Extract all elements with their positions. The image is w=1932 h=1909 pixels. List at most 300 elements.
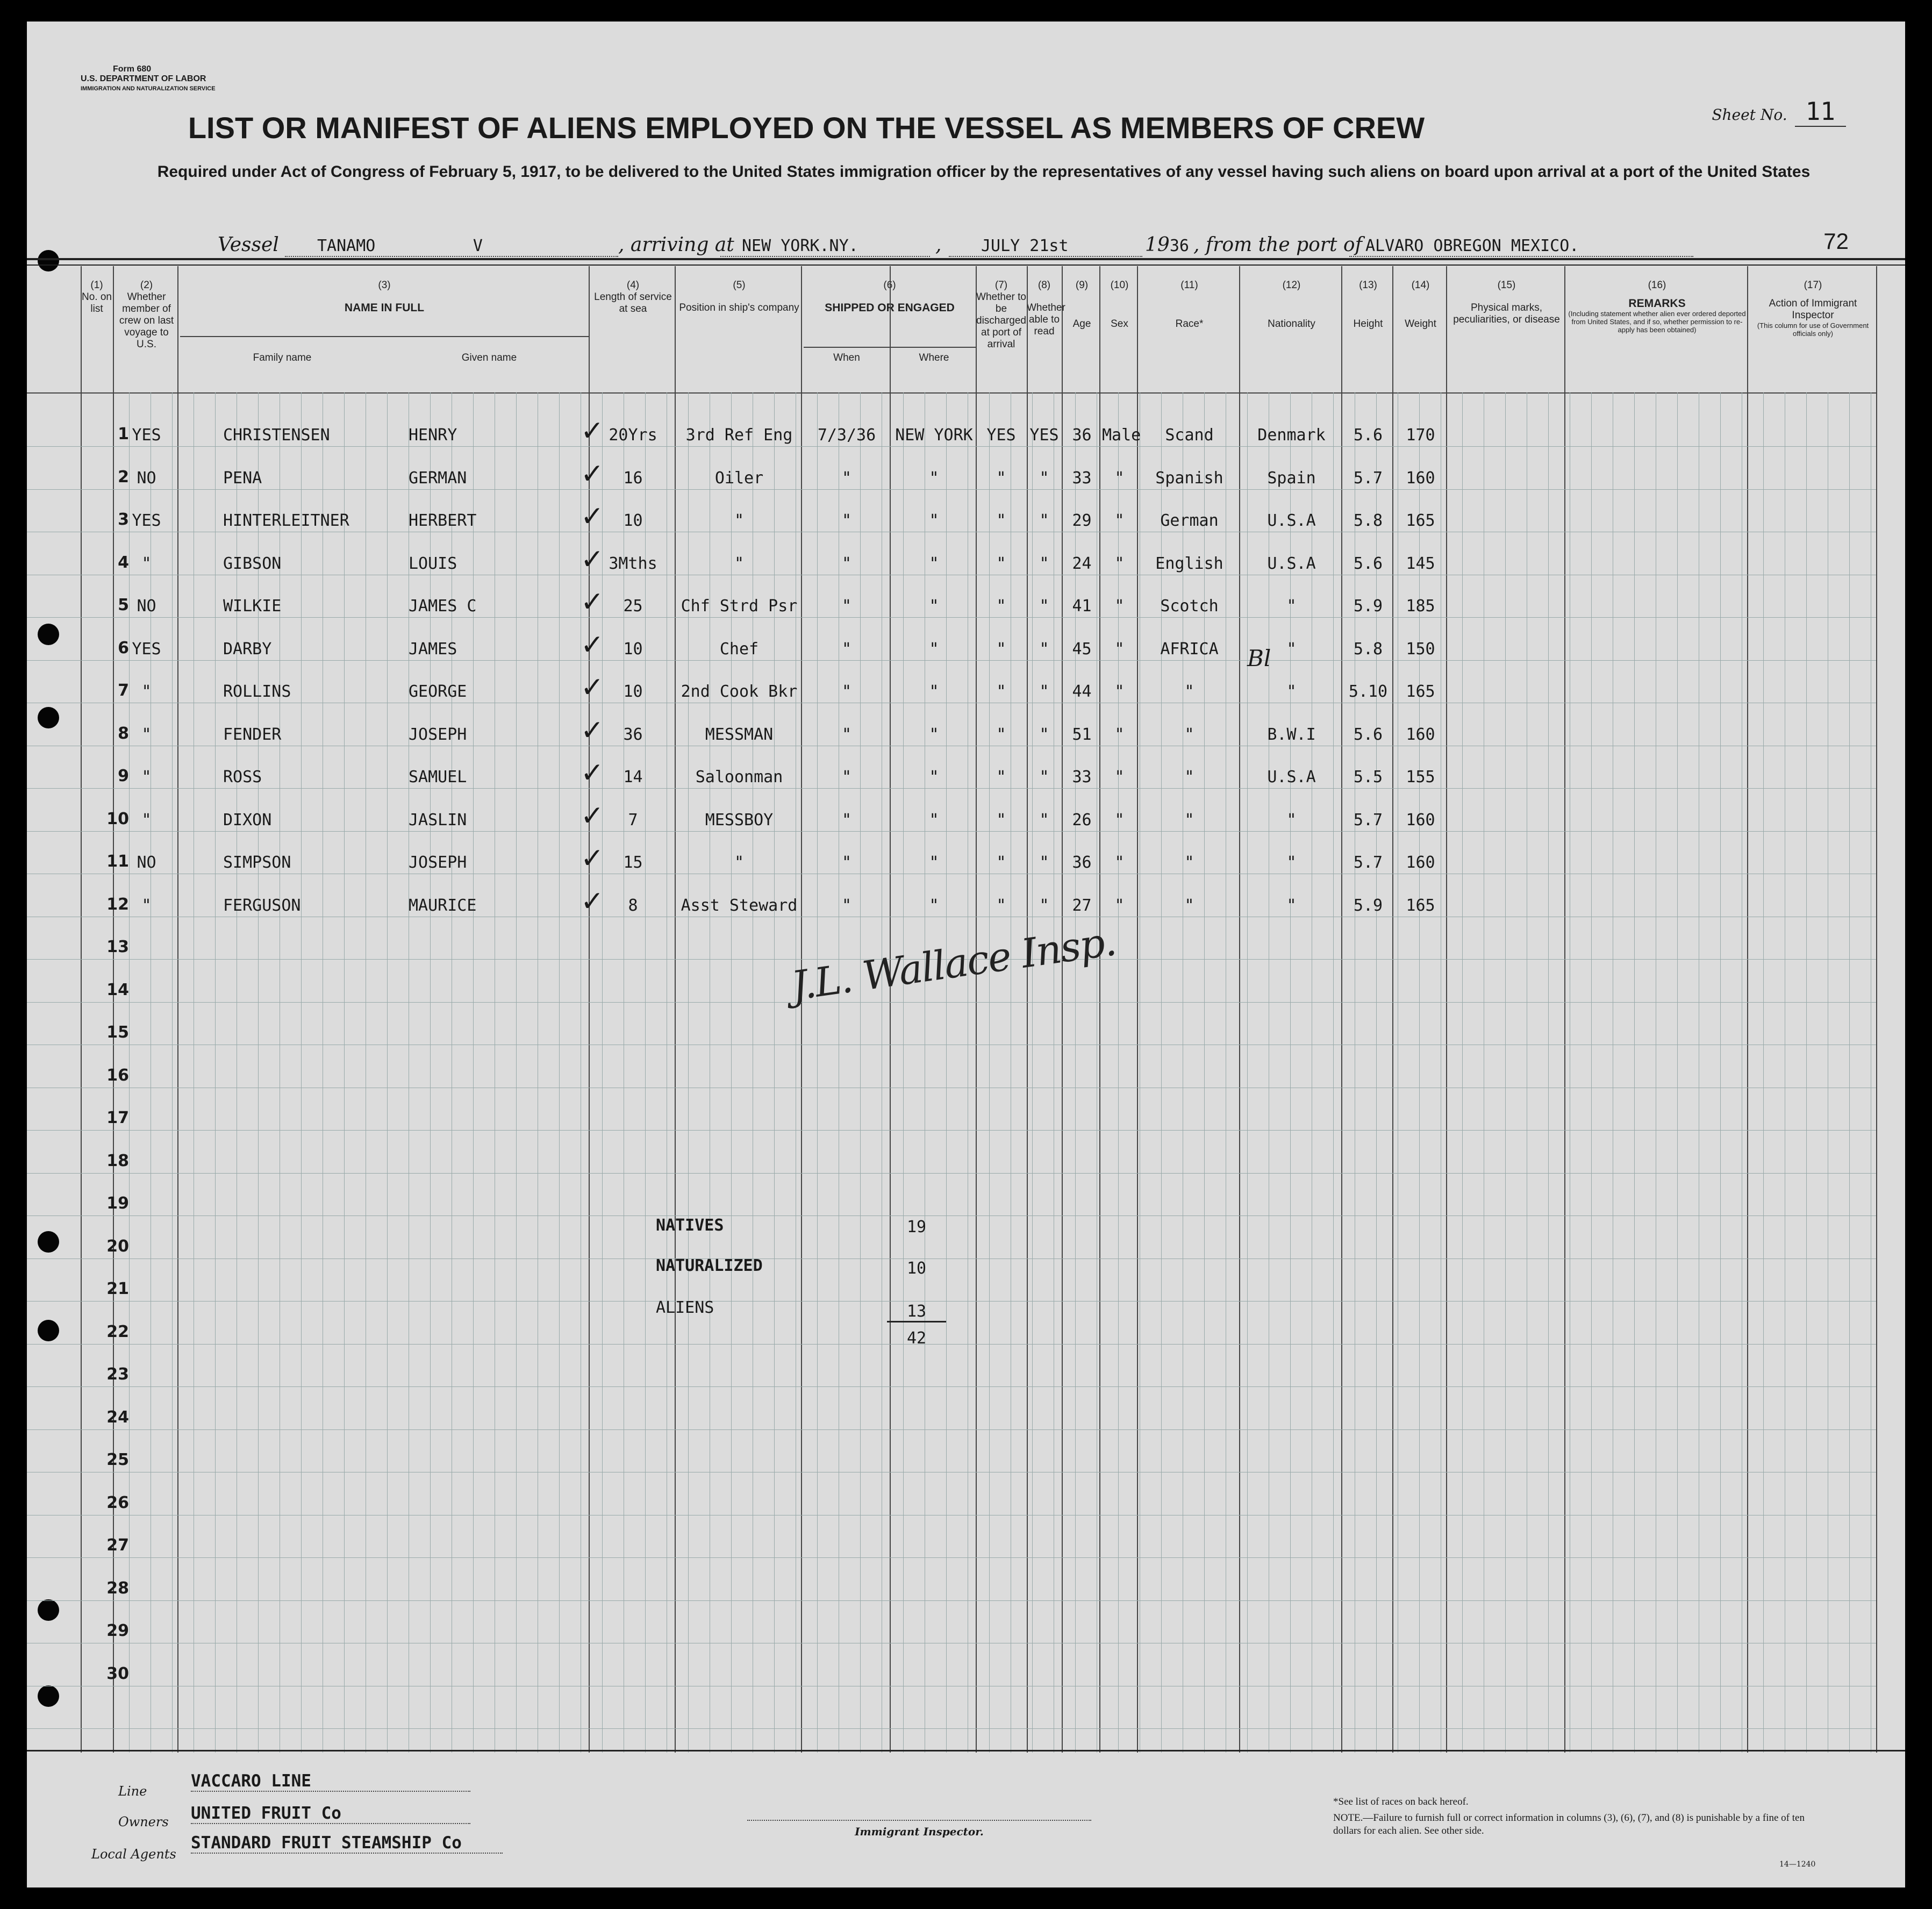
page-count: 72 [1823, 228, 1849, 254]
fine-rule [1720, 392, 1721, 1753]
cell-weight: 160 [1406, 853, 1435, 872]
races-note: *See list of races on back hereof. [1333, 1796, 1469, 1807]
cell-discharge: " [996, 639, 1006, 659]
cell-weight: 185 [1406, 597, 1435, 616]
col-header-13: (13) Height [1353, 280, 1383, 330]
cell-position: Asst Steward [681, 896, 798, 915]
cell-nationality: " [1286, 896, 1297, 915]
cell-race: " [1184, 810, 1194, 830]
cell-when: " [841, 597, 852, 616]
cell-weight: 155 [1406, 768, 1435, 787]
arrival-year [1145, 234, 1189, 256]
cell-nationality: Denmark [1257, 426, 1326, 445]
col-header-8: (8) Whether able to read [1027, 280, 1065, 337]
local-agents-label: Local Agents [91, 1847, 176, 1862]
owners-label: Owners [118, 1814, 169, 1829]
cell-sex: " [1114, 896, 1125, 915]
cell-given: GERMAN [409, 468, 467, 488]
natives-label: NATIVES [656, 1216, 724, 1235]
cell-when: " [841, 554, 852, 573]
cell-read: " [1039, 511, 1049, 530]
cell-where: " [929, 725, 939, 744]
cell-discharge: " [996, 725, 1006, 744]
line-number: 10 [106, 809, 129, 828]
cell-discharge: " [996, 810, 1006, 830]
cell-given: JOSEPH [409, 853, 467, 872]
cell-family: GIBSON [223, 554, 282, 573]
col-header-15: (15) Physical marks, peculiarities, or disease [1453, 280, 1560, 325]
fine-rule [1462, 392, 1463, 1753]
manifest-page [27, 22, 1905, 1887]
sheet-value: 11 [1795, 97, 1846, 127]
cell-where: NEW YORK [895, 426, 973, 445]
punch-hole [38, 707, 59, 728]
cell-race: Scand [1165, 426, 1214, 445]
cell-race: Spanish [1155, 468, 1223, 488]
cell-when: " [841, 511, 852, 530]
cell-where: " [929, 682, 939, 701]
immigrant-inspector-label: Immigrant Inspector. [855, 1825, 984, 1838]
from-port-field [1349, 234, 1693, 257]
cell-position: MESSMAN [705, 725, 774, 744]
cell-position: Saloonman [695, 768, 783, 787]
line-number: 26 [106, 1493, 129, 1512]
line-number: 16 [106, 1066, 129, 1085]
fine-rule [1763, 392, 1764, 1753]
cell-height: 5.8 [1353, 639, 1383, 659]
col-header-when: When [833, 352, 860, 363]
punch-hole [38, 250, 59, 271]
line-number: 29 [106, 1621, 129, 1640]
row-rule [27, 617, 1876, 618]
punch-hole [38, 1231, 59, 1253]
cell-height: 5.7 [1353, 810, 1383, 830]
line-number: 7 [118, 681, 129, 700]
arrival-port: NEW YORK.NY. [742, 237, 858, 255]
cell-prev: NO [137, 597, 156, 616]
cell-sex: " [1114, 725, 1125, 744]
cell-position: Chef [719, 639, 759, 659]
col-header-1: (1) No. on list [82, 280, 112, 314]
form-identification [81, 65, 216, 94]
cell-where: " [929, 597, 939, 616]
aliens-label: ALIENS [656, 1298, 714, 1317]
cell-prev: " [141, 682, 152, 701]
cell-discharge: YES [986, 426, 1016, 445]
total-count: 42 [906, 1329, 927, 1348]
fine-rule [1548, 392, 1549, 1753]
cell-height: 5.9 [1353, 896, 1383, 915]
cell-family: FENDER [223, 725, 282, 744]
row-rule [27, 1002, 1876, 1003]
cell-age: 36 [1072, 853, 1092, 872]
column-rule [1876, 266, 1877, 1753]
cell-race: German [1160, 511, 1219, 530]
cell-position: 3rd Ref Eng [685, 426, 793, 445]
cell-weight: 160 [1406, 468, 1435, 488]
header-divider [27, 392, 1876, 394]
row-rule [27, 1728, 1876, 1729]
cell-weight: 145 [1406, 554, 1435, 573]
col-header-family-name: Family name [253, 352, 312, 363]
line-number: 27 [106, 1536, 129, 1555]
cell-nationality: " [1286, 810, 1297, 830]
cell-prev: YES [132, 511, 161, 530]
cell-family: PENA [223, 468, 262, 488]
cell-read: " [1039, 468, 1049, 488]
cell-when: " [841, 682, 852, 701]
cell-weight: 165 [1406, 682, 1435, 701]
cell-race: AFRICA [1160, 639, 1219, 659]
naturalized-label: NATURALIZED [656, 1256, 763, 1275]
line-number: 18 [106, 1151, 129, 1170]
form-code: 14—1240 [1779, 1860, 1816, 1869]
cell-family: WILKIE [223, 597, 282, 616]
cell-read: " [1039, 639, 1049, 659]
header-divider [180, 336, 589, 337]
check-mark: ✓ [581, 885, 604, 918]
cell-sex: Male [1102, 426, 1141, 445]
cell-race: " [1184, 896, 1194, 915]
vessel-label: Vessel [218, 234, 279, 256]
cell-given: JAMES C [409, 597, 477, 616]
cell-nationality: " [1286, 682, 1297, 701]
cell-nationality: U.S.A [1267, 554, 1316, 573]
line-number: 5 [118, 596, 129, 614]
check-mark: ✓ [581, 543, 604, 576]
cell-race: " [1184, 853, 1194, 872]
check-mark: ✓ [581, 415, 604, 447]
cell-prev: " [141, 554, 152, 573]
cell-when: 7/3/36 [817, 426, 876, 445]
line-value: VACCARO LINE [191, 1771, 470, 1792]
cell-age: 44 [1072, 682, 1092, 701]
cell-position: " [734, 554, 745, 573]
cell-age: 45 [1072, 639, 1092, 659]
cell-sex: " [1114, 682, 1125, 701]
cell-when: " [841, 853, 852, 872]
cell-prev: NO [137, 853, 156, 872]
cell-given: JASLIN [409, 810, 467, 830]
line-number: 12 [106, 895, 129, 914]
cell-prev: YES [132, 426, 161, 445]
cell-family: DARBY [223, 639, 272, 659]
department-name: U.S. DEPARTMENT OF LABOR [81, 74, 206, 83]
line-number: 30 [106, 1664, 129, 1683]
check-mark: ✓ [581, 457, 604, 490]
cell-nationality: B.W.I [1267, 725, 1316, 744]
cell-height: 5.8 [1353, 511, 1383, 530]
cell-prev: NO [137, 468, 156, 488]
vessel-name: TANAMO [317, 237, 376, 255]
cell-prev: " [141, 725, 152, 744]
row-rule [27, 788, 1876, 789]
cell-given: HENRY [409, 426, 457, 445]
cell-position: " [734, 853, 745, 872]
cell-prev: " [141, 896, 152, 915]
line-number: 28 [106, 1578, 129, 1598]
cell-age: 41 [1072, 597, 1092, 616]
cell-age: 24 [1072, 554, 1092, 573]
line-number: 17 [106, 1109, 129, 1127]
line-number: 21 [106, 1279, 129, 1298]
cell-weight: 165 [1406, 511, 1435, 530]
cell-weight: 165 [1406, 896, 1435, 915]
fine-rule [1505, 392, 1506, 1753]
line-number: 6 [118, 638, 129, 657]
footer-rule [27, 1750, 1905, 1751]
line-number: 13 [106, 938, 129, 956]
cell-nationality: U.S.A [1267, 511, 1316, 530]
col-header-where: Where [919, 352, 949, 363]
cell-sex: " [1114, 468, 1125, 488]
cell-read: " [1039, 896, 1049, 915]
row-rule [27, 446, 1876, 447]
check-mark: ✓ [581, 501, 604, 533]
cell-age: 29 [1072, 511, 1092, 530]
fine-rule [1849, 392, 1850, 1753]
owners-value: UNITED FRUIT Co [191, 1804, 470, 1824]
comma: , [935, 234, 942, 256]
cell-height: 5.7 [1353, 468, 1383, 488]
row-rule [27, 1386, 1876, 1387]
arrival-date: JULY 21st [981, 237, 1069, 255]
col-header-5: (5) Position in ship's company [679, 280, 799, 313]
col-header-6: (6) SHIPPED OR ENGAGED [825, 280, 955, 314]
col-header-11: (11) Race* [1175, 280, 1204, 330]
cell-read: " [1039, 682, 1049, 701]
cell-where: " [929, 810, 939, 830]
line-number: 25 [106, 1450, 129, 1469]
line-number: 11 [106, 852, 129, 871]
col-header-2: (2) Whether member of crew on last voyage to U.S. [119, 280, 174, 350]
cell-sex: " [1114, 639, 1125, 659]
fine-rule [1677, 392, 1678, 1753]
cell-discharge: " [996, 682, 1006, 701]
line-number: 8 [118, 724, 129, 743]
punch-hole [38, 1599, 59, 1621]
col-header-4: (4) Length of service at sea [594, 280, 672, 314]
line-number: 2 [118, 467, 129, 487]
cell-where: " [929, 853, 939, 872]
row-rule [27, 1600, 1876, 1601]
local-agents-value: STANDARD FRUIT STEAMSHIP Co [191, 1833, 503, 1854]
cell-height: 5.9 [1353, 597, 1383, 616]
cell-position: MESSBOY [705, 810, 774, 830]
header-rule [27, 258, 1905, 260]
cell-discharge: " [996, 511, 1006, 530]
row-rule [27, 1557, 1876, 1558]
cell-given: JOSEPH [409, 725, 467, 744]
check-mark: ✓ [581, 757, 604, 789]
cell-read: " [1039, 810, 1049, 830]
form-number: Form 680 [113, 65, 152, 74]
col-header-3: (3) NAME IN FULL [344, 280, 425, 314]
line-number: 4 [118, 553, 129, 572]
cell-sex: " [1114, 511, 1125, 530]
cell-nationality: Spain [1267, 468, 1316, 488]
punch-hole [38, 1320, 59, 1341]
cell-family: ROSS [223, 768, 262, 787]
line-number: 1 [118, 425, 129, 444]
header-rule [27, 264, 1905, 266]
row-rule [27, 1173, 1876, 1174]
cell-height: 5.6 [1353, 554, 1383, 573]
cell-read: " [1039, 725, 1049, 744]
col-header-9: (9) Age [1072, 280, 1091, 330]
line-number: 3 [118, 510, 129, 529]
arriving-label: , arriving at [618, 234, 734, 256]
fine-rule [1806, 392, 1807, 1753]
line-number: 24 [106, 1407, 129, 1427]
cell-nationality: U.S.A [1267, 768, 1316, 787]
cell-where: " [929, 896, 939, 915]
check-mark: ✓ [581, 799, 604, 832]
cell-family: CHRISTENSEN [223, 426, 330, 445]
cell-service: 14 [623, 768, 643, 787]
cell-prev: YES [132, 639, 161, 659]
cell-where: " [929, 639, 939, 659]
cell-read: " [1039, 853, 1049, 872]
cell-when: " [841, 639, 852, 659]
year-prefix: 19 [1145, 234, 1170, 256]
vessel-field [285, 234, 618, 257]
cell-nationality: " [1286, 853, 1297, 872]
row-rule [27, 1344, 1876, 1345]
naturalized-count: 10 [906, 1259, 927, 1278]
cell-read: YES [1029, 426, 1059, 445]
cell-where: " [929, 768, 939, 787]
cell-prev: " [141, 768, 152, 787]
fine-rule [1591, 392, 1592, 1753]
fine-rule [1634, 392, 1635, 1753]
fine-rule [215, 392, 216, 1753]
cell-age: 33 [1072, 468, 1092, 488]
race-annotation: Bl [1247, 645, 1271, 671]
line-number: 14 [106, 980, 129, 999]
cell-race: " [1184, 682, 1194, 701]
cell-service: 20Yrs [609, 426, 657, 445]
line-number: 20 [106, 1236, 129, 1256]
cell-read: " [1039, 768, 1049, 787]
line-number: 22 [106, 1322, 129, 1341]
cell-height: 5.6 [1353, 426, 1383, 445]
cell-family: FERGUSON [223, 896, 301, 915]
cell-family: SIMPSON [223, 853, 291, 872]
cell-race: " [1184, 768, 1194, 787]
cell-discharge: " [996, 853, 1006, 872]
punch-hole [38, 1685, 59, 1707]
inspector-signature-line [747, 1820, 1091, 1821]
cell-sex: " [1114, 554, 1125, 573]
col-header-10: (10) Sex [1110, 280, 1129, 330]
cell-discharge: " [996, 896, 1006, 915]
cell-service: 16 [623, 468, 643, 488]
row-rule [27, 660, 1876, 661]
cell-when: " [841, 725, 852, 744]
cell-when: " [841, 768, 852, 787]
line-number: 9 [118, 767, 129, 785]
cell-service: 8 [628, 896, 638, 915]
col-header-17: (17) Action of Immigrant Inspector (This column for use of Government officials only) [1757, 280, 1869, 338]
cell-family: DIXON [223, 810, 272, 830]
check-mark: ✓ [581, 714, 604, 747]
natives-count: 19 [906, 1218, 927, 1236]
cell-service: 15 [623, 853, 643, 872]
cell-weight: 160 [1406, 810, 1435, 830]
cell-position: 2nd Cook Bkr [681, 682, 798, 701]
cell-nationality: " [1286, 639, 1297, 659]
cell-weight: 160 [1406, 725, 1435, 744]
col-header-14: (14) Weight [1405, 280, 1436, 330]
cell-age: 36 [1072, 426, 1092, 445]
cell-where: " [929, 554, 939, 573]
cell-position: " [734, 511, 745, 530]
cell-height: 5.10 [1348, 682, 1388, 701]
check-mark: ✓ [581, 628, 604, 661]
aliens-count: 13 [887, 1302, 946, 1322]
fine-rule [387, 392, 388, 1753]
cell-family: ROLLINS [223, 682, 291, 701]
from-port-label: , from the port of [1193, 234, 1362, 256]
cell-race: English [1155, 554, 1223, 573]
cell-discharge: " [996, 768, 1006, 787]
cell-age: 33 [1072, 768, 1092, 787]
cell-discharge: " [996, 554, 1006, 573]
cell-read: " [1039, 554, 1049, 573]
arrival-port-field [720, 234, 930, 257]
punch-hole [38, 624, 59, 645]
cell-family: HINTERLEITNER [223, 511, 349, 530]
cell-given: SAMUEL [409, 768, 467, 787]
cell-age: 27 [1072, 896, 1092, 915]
cell-when: " [841, 896, 852, 915]
cell-given: MAURICE [409, 896, 477, 915]
col-header-7: (7) Whether to be discharged at port of arrival [976, 280, 1026, 350]
cell-race: Scotch [1160, 597, 1219, 616]
document-title: LIST OR MANIFEST OF ALIENS EMPLOYED ON THE VESSEL AS MEMBERS OF CREW [188, 111, 1425, 145]
cell-age: 26 [1072, 810, 1092, 830]
row-rule [27, 1429, 1876, 1430]
cell-position: Chf Strd Psr [681, 597, 798, 616]
line-number: 23 [106, 1365, 129, 1384]
col-header-12: (12) Nationality [1268, 280, 1315, 330]
cell-race: " [1184, 725, 1194, 744]
year-value: 36 [1169, 237, 1189, 255]
inspector-signature: J.L. Wallace Insp. [788, 918, 1119, 1010]
col-header-16: (16) REMARKS (Including statement whether alien ever ordered deported from United States, and if so, whether permission to re-apply has been obtained) [1568, 280, 1746, 334]
cell-given: GEORGE [409, 682, 467, 701]
cell-height: 5.7 [1353, 853, 1383, 872]
cell-height: 5.5 [1353, 768, 1383, 787]
line-label: Line [118, 1784, 147, 1799]
check-mark: ✓ [581, 671, 604, 704]
cell-where: " [929, 511, 939, 530]
cell-sex: " [1114, 853, 1125, 872]
cell-service: 3Mths [609, 554, 657, 573]
cell-discharge: " [996, 468, 1006, 488]
row-rule [27, 1130, 1876, 1131]
cell-when: " [841, 468, 852, 488]
cell-weight: 170 [1406, 426, 1435, 445]
cell-service: 10 [623, 639, 643, 659]
cell-given: JAMES [409, 639, 457, 659]
cell-read: " [1039, 597, 1049, 616]
cell-given: LOUIS [409, 554, 457, 573]
penalty-note: NOTE.—Failure to furnish full or correct information in columns (3), (6), (7), and (8) is punishable by a fine of ten dollars for each alien. See other side. [1333, 1812, 1805, 1836]
sheet-number [1712, 97, 1846, 126]
cell-weight: 150 [1406, 639, 1435, 659]
